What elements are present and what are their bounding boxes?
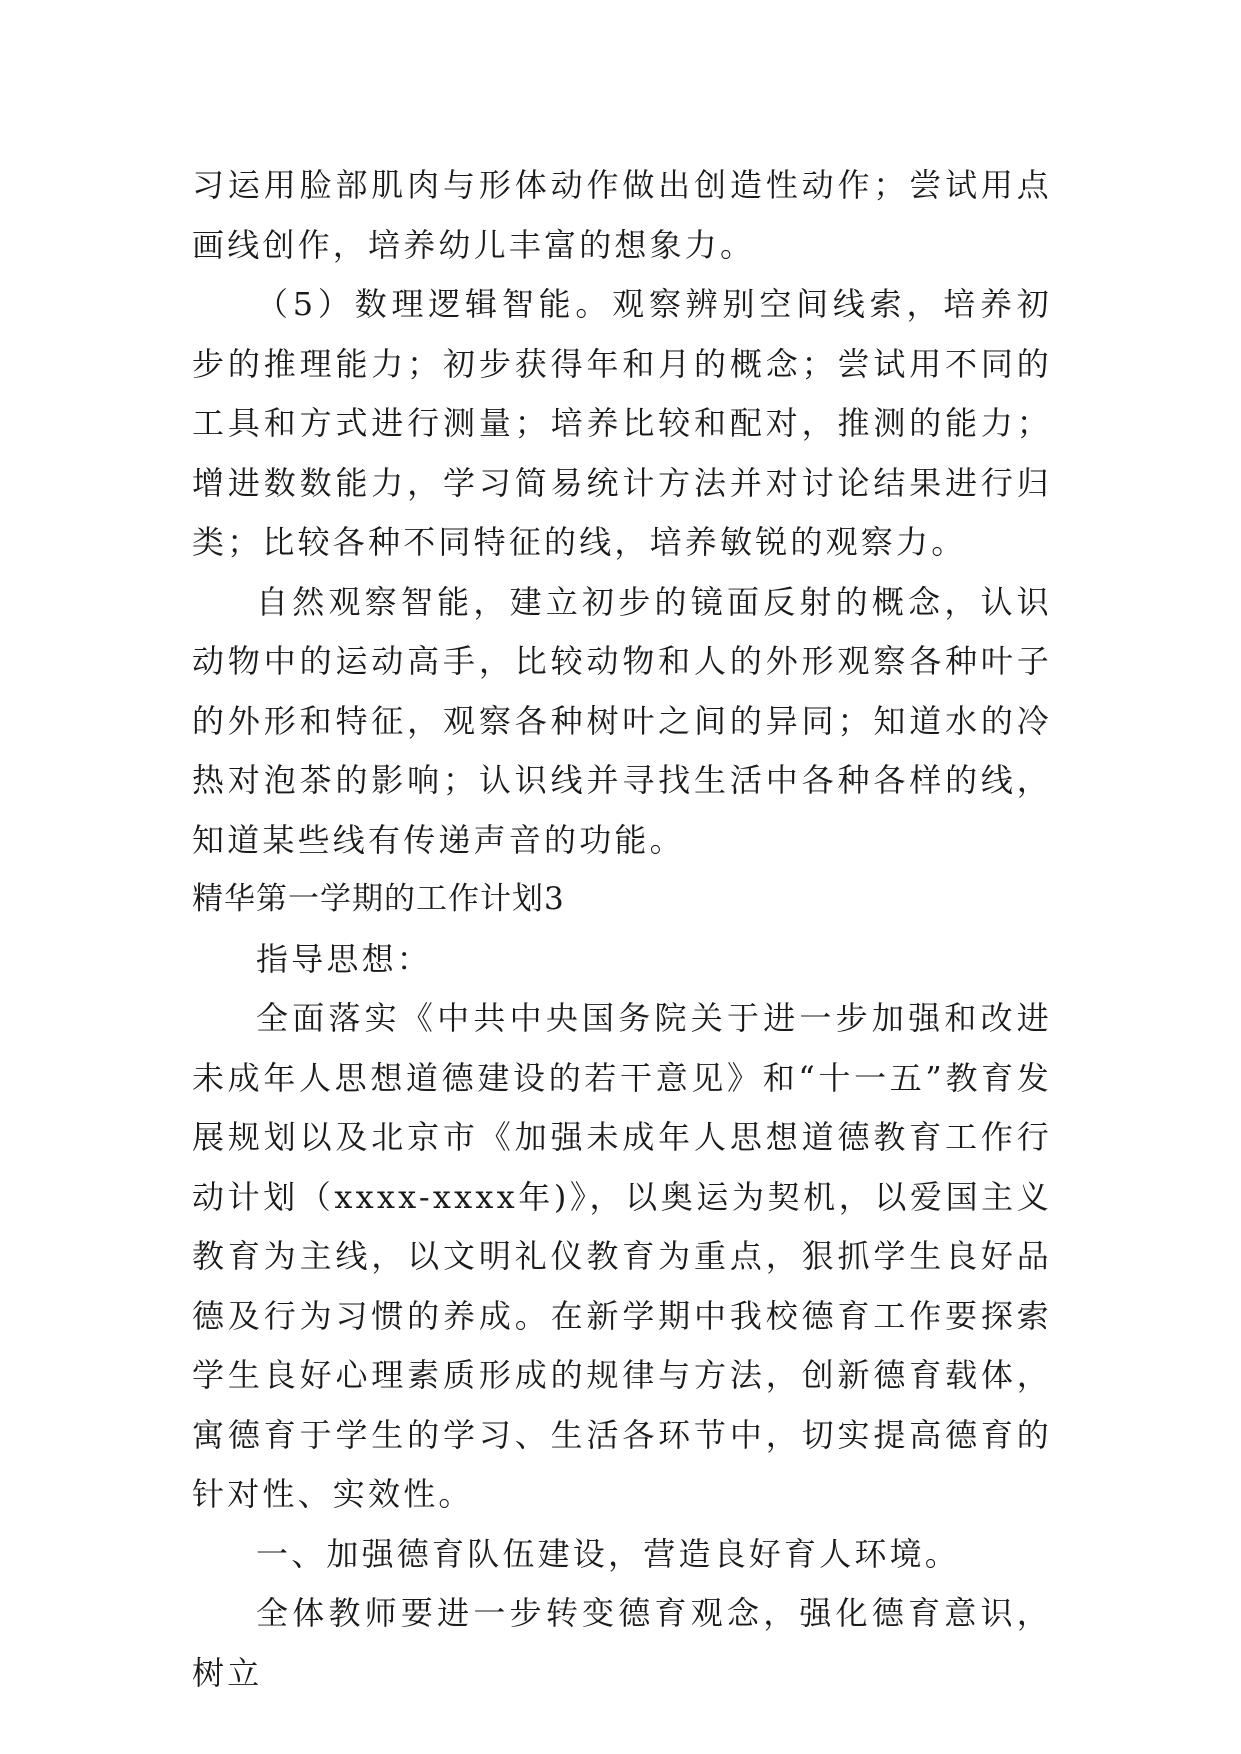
paragraph-section-one-title: 一、加强德育队伍建设，营造良好育人环境。	[256, 1534, 961, 1573]
paragraph-continuation: 习运用脸部肌肉与形体动作做出创造性动作；尝试用点画线创作，培养幼儿丰富的想象力。	[192, 166, 1052, 264]
paragraph-guiding-ideology-label: 指导思想：	[256, 939, 433, 978]
document-body	[192, 156, 1052, 1703]
paragraph-math-logic: （5）数理逻辑智能。观察辨别空间线索，培养初步的推理能力；初步获得年和月的概念；尝试用不同的工具和方式进行测量；培养比较和配对，推测的能力；增进数数能力，学习简易统计方法并对讨论结果进行归类；比较各种不同特征的线，培养敏锐的观察力。	[192, 285, 1052, 561]
paragraph-teachers: 全体教师要进一步转变德育观念，强化德育意识，树立	[192, 1594, 1052, 1692]
paragraph-nature-observation: 自然观察智能，建立初步的镜面反射的概念，认识动物中的运动高手，比较动物和人的外形观察各种叶子的外形和特征，观察各种树叶之间的异同；知道水的冷热对泡茶的影响；认识线并寻找生活中各种各样的线，知道某些线有传递声音的功能。	[192, 582, 1052, 859]
paragraph-guiding-ideology: 全面落实《中共中央国务院关于进一步加强和改进未成年人思想道德建设的若干意见》和“十一五”教育发展规划以及北京市《加强未成年人思想道德教育工作行动计划（xxxx-xxxx年)》，以奥运为契机，以爱国主义教育为主线，以文明礼仪教育为重点，狠抓学生良好品德及行为习惯的养成。在新学期中我校德育工作要探索学生良好心理素质形成的规律与方法，创新德育载体，寓德育于学生的学习、生活各环节中，切实提高德育的针对性、实效性。	[192, 999, 1052, 1513]
section-heading: 精华第一学期的工作计划3	[192, 881, 565, 917]
